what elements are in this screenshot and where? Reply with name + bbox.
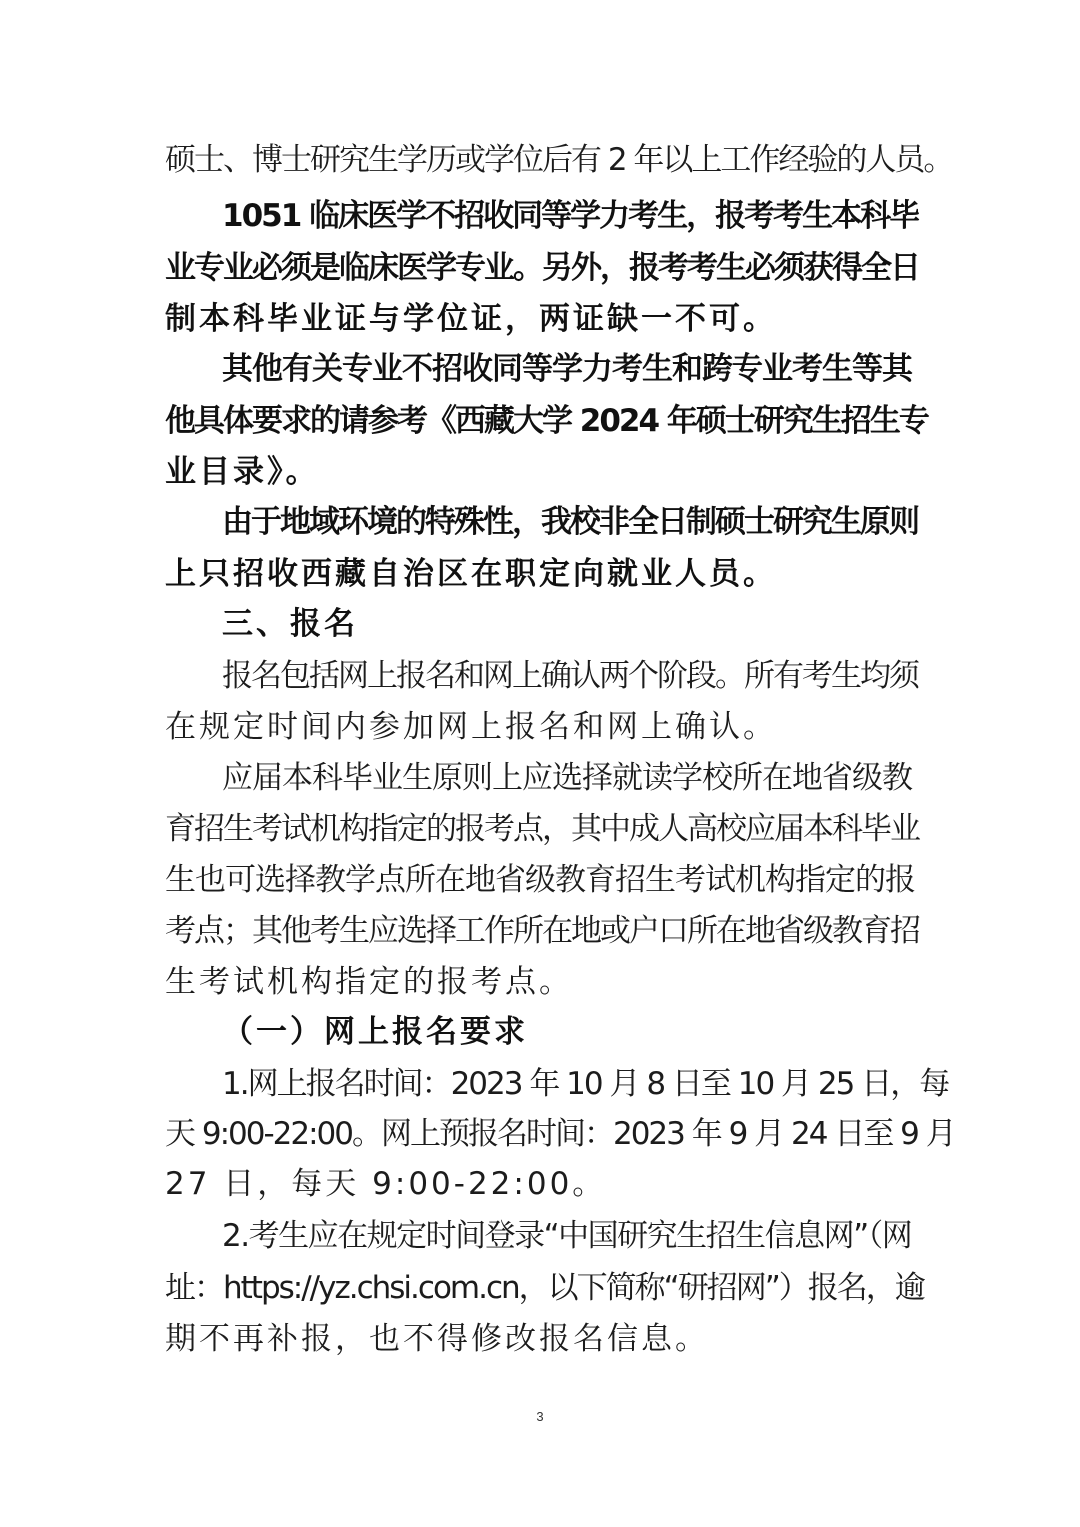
paragraph-line: 其他有关专业不招收同等学力考生和跨专业考生等其 xyxy=(222,351,912,387)
subsection-heading: （一）网上报名要求 xyxy=(222,1014,528,1050)
paragraph-line: 业专业必须是临床医学专业。另外，报考考生必须获得全日 xyxy=(165,250,919,286)
paragraph-line: 硕士、博士研究生学历或学位后有 2 年以上工作经验的人员。 xyxy=(165,142,953,178)
paragraph-line: 考点；其他考生应选择工作所在地或户口所在地省级教育招 xyxy=(165,913,919,949)
paragraph-line: 他具体要求的请参考《西藏大学 2024 年硕士研究生招生专 xyxy=(165,403,928,439)
paragraph-line: 生考试机构指定的报考点。 xyxy=(165,964,573,1000)
paragraph-line: 期不再补报，也不得修改报名信息。 xyxy=(165,1321,709,1357)
paragraph-line: 1051 临床医学不招收同等学力考生，报考考生本科毕 xyxy=(222,198,919,234)
paragraph-line: 址：https://yz.chsi.com.cn，以下简称“研招网”）报名，逾 xyxy=(165,1270,924,1306)
paragraph-line: 应届本科毕业生原则上应选择就读学校所在地省级教 xyxy=(222,760,912,796)
paragraph-line: 制本科毕业证与学位证，两证缺一不可。 xyxy=(165,301,777,337)
paragraph-line: 业目录》。 xyxy=(165,454,320,490)
section-heading: 三、报名 xyxy=(222,606,358,642)
paragraph-line: 27 日，每天 9:00-22:00。 xyxy=(165,1166,607,1202)
paragraph-line: 生也可选择教学点所在地省级教育招生考试机构指定的报 xyxy=(165,862,915,898)
paragraph-line: 由于地域环境的特殊性，我校非全日制硕士研究生原则 xyxy=(222,504,918,540)
paragraph-line: 报名包括网上报名和网上确认两个阶段。所有考生均须 xyxy=(222,658,918,694)
paragraph-line: 上只招收西藏自治区在职定向就业人员。 xyxy=(165,556,777,592)
paragraph-line: 育招生考试机构指定的报考点，其中成人高校应届本科毕业 xyxy=(165,811,919,847)
paragraph-line: 天 9:00-22:00。网上预报名时间：2023 年 9 月 24 日至 9 月 xyxy=(165,1116,955,1152)
paragraph-line: 在规定时间内参加网上报名和网上确认。 xyxy=(165,709,777,745)
page-number: 3 xyxy=(536,1409,544,1424)
paragraph-line: 1.网上报名时间：2023 年 10 月 8 日至 10 月 25 日，每 xyxy=(222,1066,949,1102)
paragraph-line: 2.考生应在规定时间登录“中国研究生招生信息网”（网 xyxy=(222,1218,912,1254)
